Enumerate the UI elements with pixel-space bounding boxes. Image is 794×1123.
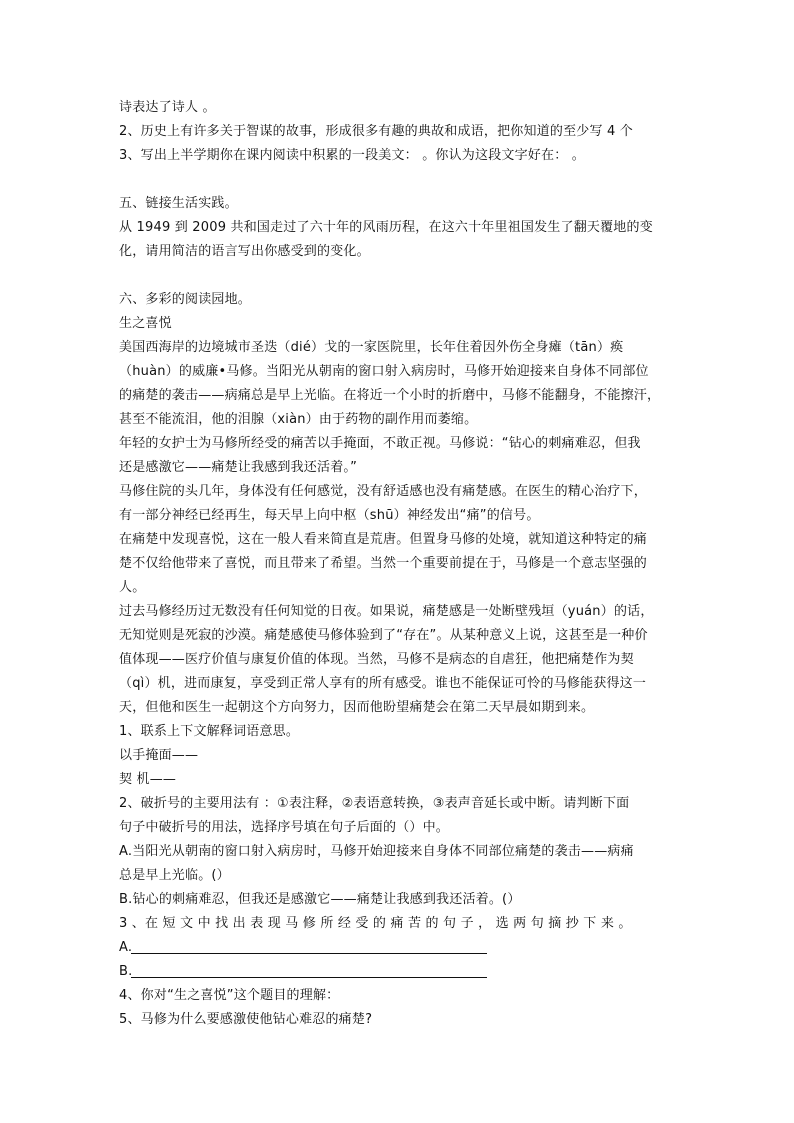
section-heading: 六、多彩的阅读园地。: [119, 292, 252, 307]
passage-line: 美国西海岸的边境城市圣迭（dié）戈的一家医院里，长年住着因外伤全身瘫（tān）痪: [119, 340, 624, 355]
passage-line: 人。: [119, 580, 146, 595]
passage-line: 年轻的女护士为马修所经受的痛苦以手掩面，不敢正视。马修说：“钻心的刺痛难忍，但我: [119, 436, 641, 451]
section-heading: 五、链接生活实践。: [119, 196, 238, 211]
question-line: 5、马修为什么要感激使他钻心难忍的痛楚?: [119, 1012, 373, 1027]
question-line: 以手掩面——: [119, 748, 199, 763]
question-line: 2、破折号的主要用法有 ：①表注释，②表语意转换，③表声音延长或中断。请判断下面: [119, 796, 630, 811]
question-line: 1、联系上下文解释词语意思。: [119, 724, 300, 739]
answer-label-b: B.: [119, 964, 133, 979]
paragraph-line: 化，请用简洁的语言写出你感受到的变化。: [119, 244, 370, 259]
paragraph-line: 从 1949 到 2009 共和国走过了六十年的风雨历程，在这六十年里祖国发生了翻天覆地的变: [119, 220, 653, 235]
answer-blank-a[interactable]: [131, 953, 487, 954]
passage-line: 有一部分神经已经再生，每天早上向中枢（shū）神经发出“痛”的信号。: [119, 508, 540, 523]
question-line: A.当阳光从朝南的窗口射入病房时，马修开始迎接来自身体不同部位痛楚的袭击——病痛: [119, 844, 634, 859]
question-line: 句子中破折号的用法，选择序号填在句子后面的（）中。: [119, 820, 450, 835]
question-line: B.钻心的刺痛难忍，但我还是感激它——痛楚让我感到我还活着。(）: [119, 892, 521, 907]
question-line: 4、你对“生之喜悦”这个题目的理解：: [119, 988, 340, 1003]
passage-line: 在痛楚中发现喜悦，这在一般人看来简直是荒唐。但置身马修的处境，就知道这种特定的痛: [119, 532, 648, 547]
text-line: 诗表达了诗人 。: [119, 100, 216, 115]
question-line: 3 、在 短 文 中 找 出 表 现 马 修 所 经 受 的 痛 苦 的 句 子 ， 选 两 句 摘 抄 下 来 。: [119, 916, 632, 931]
question-line: 2、历史上有许多关于智谋的故事，形成很多有趣的典故和成语，把你知道的至少写 4 个: [119, 124, 634, 139]
passage-line: 无知觉则是死寂的沙漠。痛楚感使马修体验到了“存在”。从某种意义上说，这甚至是一种价: [119, 628, 648, 643]
question-line: 3、写出上半学期你在课内阅读中积累的一段美文： 。你认为这段文字好在： 。: [119, 148, 585, 163]
passage-line: 的痛楚的袭击——病痛总是早上光临。在将近一个小时的折磨中，马修不能翻身，不能擦汗，: [119, 388, 661, 403]
question-line: 契 机——: [119, 772, 177, 787]
passage-line: 甚至不能流泪，他的泪腺（xiàn）由于药物的副作用而萎缩。: [119, 412, 478, 427]
passage-line: （qì）机，进而康复，享受到正常人享有的所有感受。谁也不能保证可怜的马修能获得这一: [119, 676, 647, 691]
passage-line: 过去马修经历过无数没有任何知觉的日夜。如果说，痛楚感是一处断壁残垣（yuán）的话，: [119, 604, 654, 619]
passage-line: 楚不仅给他带来了喜悦，而且带来了希望。当然一个重要前提在于，马修是一个意志坚强的: [119, 556, 648, 571]
passage-line: 值体现——医疗价值与康复价值的体现。当然，马修不是病态的自虐狂，他把痛楚作为契: [119, 652, 634, 667]
passage-line: （huàn）的威廉•马修。当阳光从朝南的窗口射入病房时，马修开始迎接来自身体不同部位: [119, 364, 649, 379]
answer-label-a: A.: [119, 940, 133, 955]
question-line: 总是早上光临。(）: [119, 868, 230, 883]
passage-line: 还是感激它——痛楚让我感到我还活着。”: [119, 460, 358, 475]
passage-line: 马修住院的头几年，身体没有任何感觉，没有舒适感也没有痛楚感。在医生的精心治疗下，: [119, 484, 648, 499]
passage-line: 天，但他和医生一起朝这个方向努力，因而他盼望痛楚会在第二天早晨如期到来。: [119, 700, 595, 715]
passage-title: 生之喜悦: [119, 316, 172, 331]
answer-blank-b[interactable]: [131, 977, 487, 978]
